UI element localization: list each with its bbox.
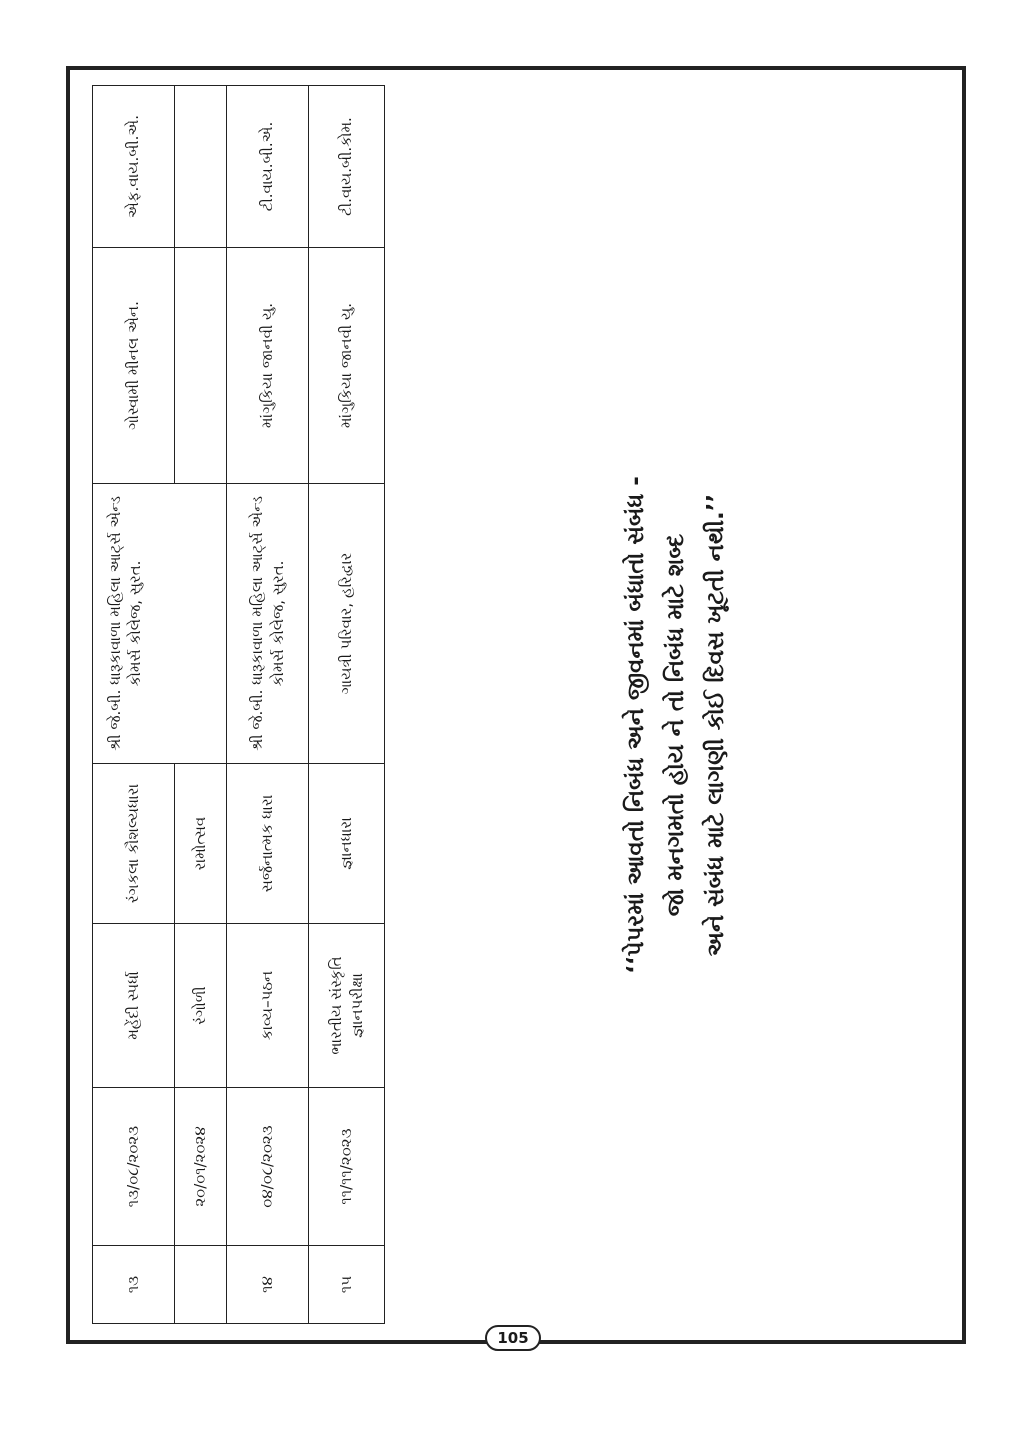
date-cell: ૧૧/૧૧/૨૦૨૩ bbox=[309, 1088, 385, 1246]
serial-cell: ૧૪ bbox=[227, 1246, 309, 1324]
quote-line-1: ‘‘પેપરમાં આવતો નિબંધ અને જીવનમાં બંધાતો સંબંધ - bbox=[622, 476, 649, 974]
activities-table-container bbox=[92, 86, 384, 1324]
competition-cell: મહેંદી સ્પર્ધા bbox=[93, 924, 175, 1088]
category-cell: રામોત્સવ bbox=[175, 764, 227, 924]
date-cell: ૧૩/૦૮/૨૦૨૩ bbox=[93, 1088, 175, 1246]
table-row bbox=[309, 86, 385, 1324]
quote-container bbox=[592, 400, 760, 1050]
table-row bbox=[93, 86, 175, 1324]
student-cell: માંગુકિયા જાનવી યુ. bbox=[309, 248, 385, 484]
venue-cell: શ્રી જે.બી. ધારૂકાવાળા મહિલા આર્ટ્સ એન્ડ કોમર્સ કોલેજ, સુરત. bbox=[227, 484, 309, 764]
date-cell: ૦૪/૦૮/૨૦૨૩ bbox=[227, 1088, 309, 1246]
serial-cell bbox=[175, 1246, 227, 1324]
quote-block bbox=[592, 400, 760, 1050]
category-cell: સર્જનાત્મક ધારા bbox=[227, 764, 309, 924]
table-row bbox=[227, 86, 309, 1324]
category-cell: રંગકલા કૌશલ્યધારા bbox=[93, 764, 175, 924]
quote-line-2: જો મનગમતો હોય ને તો નિબંધ માટે શબ્દ bbox=[662, 533, 689, 917]
student-cell: ગોસ્વામી મીનલ એન. bbox=[93, 248, 175, 484]
student-cell: માંગુકિયા જાનવી યુ. bbox=[227, 248, 309, 484]
page-number: 105 bbox=[485, 1325, 541, 1351]
serial-cell: ૧૫ bbox=[309, 1246, 385, 1324]
date-cell: ૨૦/૦૧/૨૦૨૪ bbox=[175, 1088, 227, 1246]
class-cell: ટી.વાય.બી.એ. bbox=[227, 86, 309, 248]
serial-cell: ૧૩ bbox=[93, 1246, 175, 1324]
quote-line-3: અને સંબંધ માટે લાગણી કોઈ દિવસ ખૂટતી નથી.’’ bbox=[703, 493, 730, 957]
class-cell: ટી.વાય.બી.કોમ. bbox=[309, 86, 385, 248]
competition-cell: કાવ્ય–પઠન bbox=[227, 924, 309, 1088]
activities-table bbox=[92, 85, 385, 1324]
student-cell bbox=[175, 248, 227, 484]
competition-cell: ભારતીય સંસ્કૃતિ જ્ઞાનપરીક્ષા bbox=[309, 924, 385, 1088]
competition-cell: રંગોળી bbox=[175, 924, 227, 1088]
class-cell bbox=[175, 86, 227, 248]
venue-cell: ગાયત્રી પરિવાર, હરિદ્વાર bbox=[309, 484, 385, 764]
venue-cell: શ્રી જે.બી. ધારૂકાવાળા મહિલા આર્ટ્સ એન્ડ કોમર્સ કોલેજ, સુરત. bbox=[93, 484, 227, 764]
class-cell: એફ.વાય.બી.એ. bbox=[93, 86, 175, 248]
category-cell: જ્ઞાનધારા bbox=[309, 764, 385, 924]
